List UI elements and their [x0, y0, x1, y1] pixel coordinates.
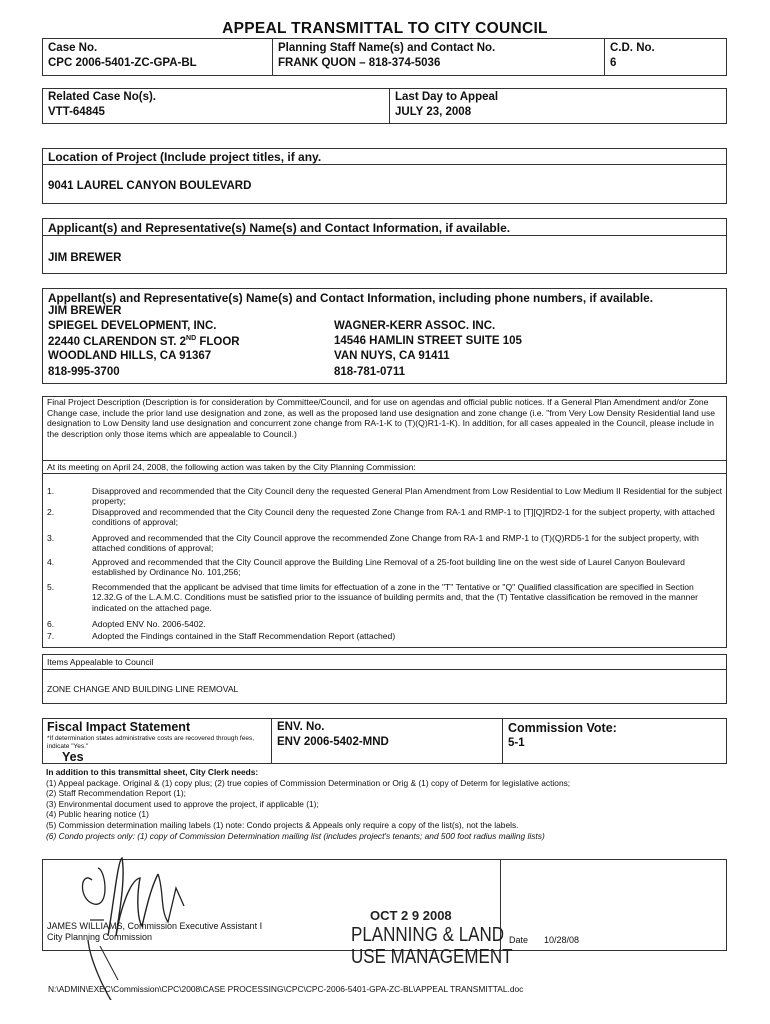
cd-no-label: C.D. No. — [610, 42, 655, 54]
clerk-needs-line: (3) Environmental document used to approve the project, if applicable (1); — [46, 798, 319, 809]
action-num: 3. — [47, 533, 55, 543]
stamp-line-1: PLANNING & LAND — [351, 924, 505, 946]
clerk-needs-line: (2) Staff Recommendation Report (1); — [46, 788, 186, 799]
clerk-needs-line: (4) Public hearing notice (1) — [46, 809, 149, 820]
meeting-intro: At its meeting on April 24, 2008, the following action was taken by the City Planning Commission: — [47, 462, 416, 472]
case-no-label: Case No. — [48, 42, 98, 54]
applicant-value: JIM BREWER — [48, 252, 122, 264]
fiscal-value: Yes — [62, 750, 84, 764]
last-day-label: Last Day to Appeal — [395, 91, 499, 103]
date-value: 10/28/08 — [544, 935, 580, 945]
clerk-needs-line: (6) Condo projects only: (1) copy of Commission Determination mailing list (includes project's tenants; and 500 foot radius mailing lists) — [46, 830, 545, 841]
received-date-stamp: OCT 2 9 2008 — [370, 908, 452, 923]
location-value: 9041 LAUREL CANYON BOULEVARD — [48, 180, 252, 192]
action-num: 6. — [47, 619, 55, 629]
appellant-right-1: WAGNER-KERR ASSOC. INC. — [334, 320, 496, 332]
signer-name: JAMES WILLIAMS, Commission Executive Assistant I — [47, 921, 263, 931]
clerk-needs-line: (5) Commission determination mailing labels (1) note: Condo projects & Appeals only require a copy of the list(s), not the labels. — [46, 819, 519, 830]
items-appealable-value: ZONE CHANGE AND BUILDING LINE REMOVAL — [47, 684, 239, 694]
footer-file-path: N:\ADMIN\EXEC\Commission\CPC\2008\CASE PROCESSING\CPC\CPC-2006-5401-GPA-ZC-BL\APPEAL TRANSMITTAL.doc — [48, 984, 524, 994]
action-text: Approved and recommended that the City Council approve the recommended Zone Change from RA-1 and RMP-1 to (T)(Q)RD5-1 for the subject property, with attached conditions of approval; — [92, 533, 699, 554]
appellant-left-1: SPIEGEL DEVELOPMENT, INC. — [48, 320, 217, 332]
clerk-needs-line: (1) Appeal package. Original & (1) copy plus; (2) true copies of Commission Determination or Orig & (1) copy of Determ for legislative actions; — [46, 777, 571, 788]
clerk-needs-list — [46, 767, 570, 841]
planning-staff-value: FRANK QUON – 818-374-5036 — [278, 57, 441, 69]
fiscal-note: *If determination states administrative costs are recovered through fees, indicate "Yes." — [47, 735, 255, 750]
action-text: Adopted ENV No. 2006-5402. — [92, 619, 206, 629]
appellant-left-3: WOODLAND HILLS, CA 91367 — [48, 350, 212, 362]
env-label: ENV. No. — [277, 721, 325, 733]
appellant-left-4: 818-995-3700 — [48, 366, 120, 378]
appellant-right-2: 14546 HAMLIN STREET SUITE 105 — [334, 335, 522, 347]
appellant-left-2: 22440 CLARENDON ST. 2ND FLOOR — [48, 335, 240, 348]
applicant-label: Applicant(s) and Representative(s) Name(s) and Contact Information, if available. — [48, 221, 511, 235]
appellant-right-3: VAN NUYS, CA 91411 — [334, 350, 450, 362]
appellant-right-4: 818-781-0711 — [334, 366, 405, 378]
appellant-label: Appellant(s) and Representative(s) Name(s) and Contact Information, including phone numbers, if available. — [48, 291, 654, 305]
clerk-needs-line: In addition to this transmittal sheet, City Clerk needs: — [46, 767, 259, 777]
final-description-text: Final Project Description (Description is for consideration by Committee/Council, and for use on agendas and official public notices. If a General Plan Amendment and/or Zone Change case, include the prior land use designation and zone, as well as the proposed land use designation and zone change (i.e. "from Very Low Density Residential land use designation to Low Density land use designation and concurrent zone change from RA-1-K to (T)(Q)R1-1-K). In addition, for all cases appealed in the Council, please include in the description only those items which are appealable to Council.) — [47, 397, 716, 439]
location-label: Location of Project (Include project titles, if any. — [48, 150, 322, 164]
action-num: 1. — [47, 486, 55, 496]
date-label: Date — [509, 935, 529, 945]
vote-label: Commission Vote: — [508, 721, 617, 735]
action-text: Disapproved and recommended that the City Council deny the requested Zone Change from RA-1 and RMP-1 to [T][Q]RD2-1 for the subject property, with attached conditions of approval; — [92, 507, 715, 528]
action-num: 2. — [47, 507, 55, 517]
action-text: Approved and recommended that the City Council approve the Building Line Removal of a 25-foot building line on the west side of Laurel Canyon Boulevard established by Ordinance No. 101,256; — [92, 557, 685, 578]
env-value: ENV 2006-5402-MND — [277, 736, 389, 748]
action-text: Adopted the Findings contained in the Staff Recommendation Report (attached) — [92, 631, 396, 641]
planning-staff-label: Planning Staff Name(s) and Contact No. — [278, 42, 496, 54]
page-title: APPEAL TRANSMITTAL TO CITY COUNCIL — [222, 20, 548, 37]
signer-title: City Planning Commission — [47, 932, 153, 942]
related-case-label: Related Case No(s). — [48, 91, 157, 103]
action-num: 4. — [47, 557, 55, 567]
stamp-line-2: USE MANAGEMENT — [351, 946, 513, 968]
action-text: Recommended that the applicant be advised that time limits for effectuation of a zone in the "T" Tentative or "Q" Qualified classification are specified in Section 12.32.G of the L.A.M.C. Conditions must be satisfied prior to the issuance of building permits and, that the (T) Tentative classification be removed in the manner indicated on the attached page. — [92, 582, 699, 613]
action-num: 7. — [47, 631, 55, 641]
related-case-value: VTT-64845 — [48, 106, 105, 118]
action-num: 5. — [47, 582, 55, 592]
items-appealable-label: Items Appealable to Council — [47, 657, 154, 667]
last-day-value: JULY 23, 2008 — [395, 106, 472, 118]
appellant-name: JIM BREWER — [48, 305, 122, 317]
handwritten-signature — [60, 840, 260, 1000]
fiscal-label: Fiscal Impact Statement — [47, 720, 191, 734]
cd-no-value: 6 — [610, 57, 617, 69]
vote-value: 5-1 — [508, 737, 525, 749]
action-text: Disapproved and recommended that the City Council deny the requested General Plan Amendment from Low Residential to Low Medium II Residential for the subject property; — [92, 486, 723, 507]
case-no-value: CPC 2006-5401-ZC-GPA-BL — [48, 57, 197, 69]
